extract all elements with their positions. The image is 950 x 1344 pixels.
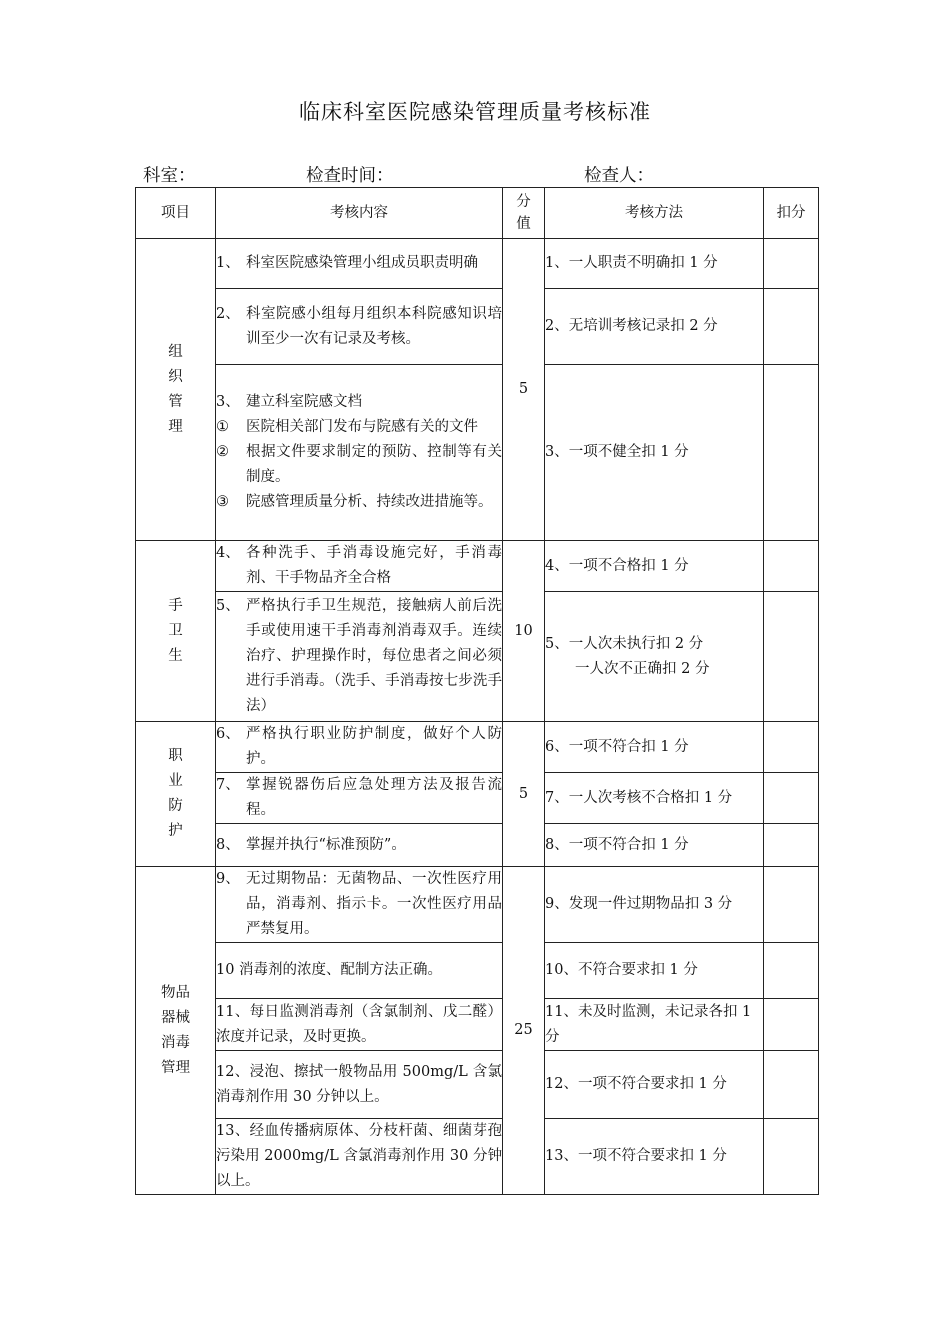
item-text: 根据文件要求制定的预防、控制等有关制度。	[246, 444, 502, 485]
content-item	[216, 594, 502, 719]
item-text: 院感管理质量分析、持续改进措施等。	[246, 494, 493, 510]
deduct-cell	[764, 999, 819, 1051]
table-row	[136, 541, 819, 592]
deduct-cell	[764, 592, 819, 722]
item-text: 各种洗手、手消毒设施完好，手消毒剂、干手物品齐全合格	[246, 545, 502, 586]
content-cell	[216, 773, 503, 824]
item-number: ③	[216, 494, 229, 510]
table-row	[136, 999, 819, 1051]
header-deduct: 扣分	[764, 188, 819, 239]
content-item	[216, 302, 502, 352]
content-cell	[216, 1119, 503, 1195]
header-score: 分 值	[503, 188, 545, 239]
method-cell	[545, 722, 764, 773]
table-row	[136, 824, 819, 867]
category-text: 管理	[161, 1059, 190, 1076]
item-number: 1、	[216, 255, 240, 271]
item-text: 医院相关部门发布与院感有关的文件	[246, 419, 478, 435]
table-row	[136, 943, 819, 999]
item-number: 9、	[216, 871, 240, 887]
item-text: 掌握锐器伤后应急处理方法及报告流程。	[246, 777, 502, 818]
item-text: 无过期物品：无菌物品、一次性医疗用品，消毒剂、指示卡。一次性医疗用品严禁复用。	[246, 871, 502, 937]
method-text: 12、一项不符合要求扣 1 分	[545, 1076, 727, 1092]
method-cell	[545, 1119, 764, 1195]
method-text: 11、未及时监测，未记录各扣 1 分	[545, 1003, 752, 1045]
content-cell	[216, 239, 503, 289]
assessment-table	[135, 187, 819, 1195]
method-cell	[545, 824, 764, 867]
content-item	[216, 773, 502, 823]
category-text: 卫	[168, 622, 183, 639]
item-text: 掌握并执行“标准预防”。	[246, 836, 406, 853]
deduct-cell	[764, 1119, 819, 1195]
method-cell	[545, 943, 764, 999]
category-cell	[136, 541, 216, 722]
item-number: 3、	[216, 394, 240, 410]
item-text: 科室院感小组每月组织本科院感知识培训至少一次有记录及考核。	[246, 305, 502, 347]
score-cell: 10	[503, 541, 545, 722]
method-cell	[545, 867, 764, 943]
content-cell	[216, 722, 503, 773]
content-item	[216, 490, 502, 515]
method-cell	[545, 1051, 764, 1119]
method-text: 1、一人职责不明确扣 1 分	[545, 255, 718, 271]
method-text: 6、一项不符合扣 1 分	[545, 738, 689, 755]
category-cell	[136, 239, 216, 541]
deduct-cell	[764, 824, 819, 867]
table-header-row	[136, 188, 819, 239]
item-number: 4、	[216, 545, 240, 561]
item-text: 11、每日监测消毒剂（含氯制剂、戊二醛）浓度并记录，及时更换。	[216, 1003, 502, 1045]
item-text: 建立科室院感文档	[246, 394, 362, 410]
category-text: 职	[168, 748, 183, 764]
deduct-cell	[764, 773, 819, 824]
dept-label: 科室：	[143, 166, 196, 186]
category-cell	[136, 867, 216, 1195]
item-number: 6、	[216, 726, 240, 742]
score-cell: 25	[503, 867, 545, 1195]
method-text: 13、一项不符合要求扣 1 分	[545, 1148, 727, 1164]
category-text: 防	[168, 798, 183, 814]
table-row	[136, 722, 819, 773]
header-method: 考核方法	[545, 188, 764, 239]
method-text: 8、一项不符合扣 1 分	[545, 836, 689, 853]
table-row	[136, 867, 819, 943]
content-cell	[216, 365, 503, 541]
category-cell	[136, 722, 216, 867]
method-text: 5、一人次未执行扣 2 分	[545, 635, 704, 652]
method-text: 9、发现一件过期物品扣 3 分	[545, 896, 733, 912]
method-text: 10、不符合要求扣 1 分	[545, 962, 698, 978]
method-text: 2、无培训考核记录扣 2 分	[545, 318, 718, 334]
content-cell	[216, 867, 503, 943]
category-text: 织	[168, 368, 183, 385]
deduct-cell	[764, 722, 819, 773]
content-item	[216, 833, 502, 858]
method-text: 一人次不正确扣 2 分	[575, 660, 710, 677]
method-cell	[545, 239, 764, 289]
content-cell	[216, 824, 503, 867]
deduct-cell	[764, 943, 819, 999]
item-text: 10 消毒剂的浓度、配制方法正确。	[216, 962, 443, 978]
item-number: 5、	[216, 598, 240, 614]
item-text: 严格执行职业防护制度，做好个人防护。	[246, 726, 502, 767]
item-text: 13、经血传播病原体、分枝杆菌、细菌芽孢污染用 2000mg/L 含氯消毒剂作用 30 分钟以上。	[216, 1123, 502, 1189]
method-cell	[545, 999, 764, 1051]
content-cell	[216, 541, 503, 592]
score-cell: 5	[503, 239, 545, 541]
deduct-cell	[764, 1051, 819, 1119]
item-text: 12、浸泡、擦拭一般物品用 500mg/L 含氯消毒剂作用 30 分钟以上。	[216, 1063, 502, 1105]
method-cell	[545, 365, 764, 541]
page-title: 临床科室医院感染管理质量考核标准	[299, 100, 651, 124]
inspector-label: 检查人：	[584, 166, 654, 186]
item-number: 7、	[216, 777, 240, 793]
category-text: 业	[168, 773, 183, 789]
content-item	[216, 541, 502, 591]
header-content: 考核内容	[216, 188, 503, 239]
content-item	[216, 722, 502, 772]
method-cell	[545, 541, 764, 592]
deduct-cell	[764, 365, 819, 541]
item-number: 2、	[216, 305, 240, 322]
deduct-cell	[764, 289, 819, 365]
table-row	[136, 1119, 819, 1195]
category-text: 组	[168, 343, 183, 360]
item-text: 科室医院感染管理小组成员职责明确	[246, 255, 478, 271]
deduct-cell	[764, 541, 819, 592]
category-text: 护	[168, 823, 183, 839]
content-item	[216, 415, 502, 440]
method-cell	[545, 592, 764, 722]
content-item	[216, 251, 502, 276]
content-cell	[216, 1051, 503, 1119]
content-cell	[216, 943, 503, 999]
content-item	[216, 440, 502, 490]
method-text: 7、一人次考核不合格扣 1 分	[545, 789, 733, 806]
table-row	[136, 289, 819, 365]
method-cell	[545, 289, 764, 365]
method-text: 4、一项不合格扣 1 分	[545, 557, 689, 574]
deduct-cell	[764, 239, 819, 289]
content-cell	[216, 999, 503, 1051]
item-number: ②	[216, 444, 229, 460]
table-row	[136, 239, 819, 289]
item-number: ①	[216, 419, 229, 435]
category-text: 管	[168, 393, 183, 410]
item-number: 8、	[216, 836, 240, 853]
category-text: 消毒	[161, 1034, 190, 1051]
category-text: 物品	[161, 984, 190, 1001]
table-row	[136, 773, 819, 824]
table-row	[136, 1051, 819, 1119]
method-cell	[545, 773, 764, 824]
content-item	[216, 390, 502, 415]
inspection-time-label: 检查时间：	[306, 166, 394, 186]
category-text: 理	[168, 418, 183, 435]
method-text: 3、一项不健全扣 1 分	[545, 444, 689, 460]
header-item: 项目	[136, 188, 216, 239]
score-cell: 5	[503, 722, 545, 867]
category-text: 手	[168, 597, 183, 614]
table-row	[136, 592, 819, 722]
category-text: 器械	[161, 1009, 190, 1026]
content-cell	[216, 592, 503, 722]
table-row	[136, 365, 819, 541]
item-text: 严格执行手卫生规范，接触病人前后洗手或使用速干手消毒剂消毒双手。连续治疗、护理操作时，每位患者之间必须进行手消毒。（洗手、手消毒按七步洗手法）	[246, 598, 502, 714]
deduct-cell	[764, 867, 819, 943]
content-cell	[216, 289, 503, 365]
content-item	[216, 867, 502, 942]
category-text: 生	[168, 647, 183, 664]
